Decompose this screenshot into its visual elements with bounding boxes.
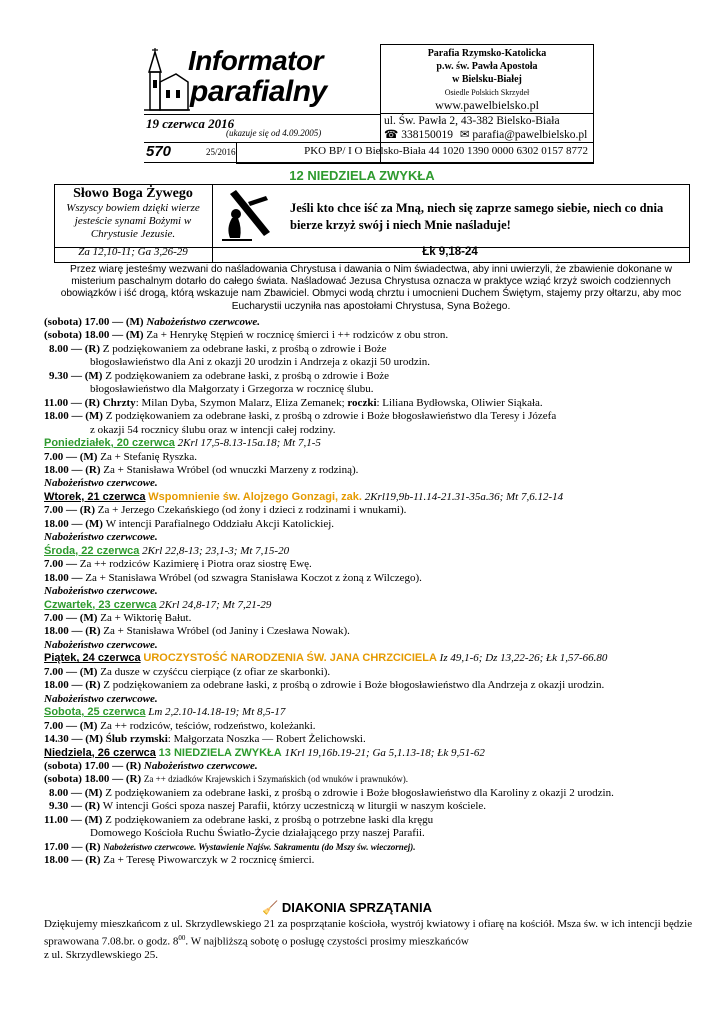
mass-intention: : Małgorzata Noszka — Robert Żelichowski. xyxy=(167,733,366,746)
cleaning-text xyxy=(44,918,698,962)
mass-time: 7.00 xyxy=(44,719,64,732)
schedule-entry xyxy=(44,410,704,423)
schedule-entry xyxy=(44,504,704,517)
day-name: Środa, 22 czerwca xyxy=(44,544,140,557)
schedule-entry xyxy=(44,531,704,544)
intro-text: Przez wiarę jesteśmy wezwani do naśladowania Chrystusa i dawania o Nim świadectwa, aby inni uwierzyli, że zbawienie dokonane w misterium paschalnym dotarło do całego świata. Naśladować Jezusa Chrystusa oznacza w praktyce wziąć krzyż swoich codziennych obowiązków i iść drogą, którą wskazuje nam Zbawiciel. Obmyci wodą chrztu i umocnieni Duchem Świętym, stajemy przy ołtarzu, aby moc Eucharystii uczyniła nas apostołami Chrystusa, Syna Bożego. xyxy=(60,264,682,312)
bulletin-title-line1: Informator xyxy=(188,45,323,76)
schedule-entry xyxy=(44,518,704,531)
cleaning-title: DIAKONIA SPRZĄTANIA xyxy=(281,900,433,915)
schedule-entry xyxy=(44,760,704,773)
devotion-note: Nabożeństwo czerwcowe. xyxy=(44,531,158,544)
day-name: Czwartek, 23 czerwca xyxy=(44,598,157,611)
day-name: Sobota, 25 czerwca xyxy=(44,706,146,719)
schedule-entry xyxy=(44,585,704,598)
mass-time: 9.30 xyxy=(49,369,69,382)
parish-name: Parafia Rzymsko-Katolicka xyxy=(427,48,547,59)
contact-info xyxy=(368,114,592,142)
issue-number: 570 xyxy=(146,143,172,160)
cleaning-heading xyxy=(262,900,432,916)
word-title: Słowo Boga Żywego xyxy=(73,186,193,201)
word-header xyxy=(54,184,213,246)
mass-time: (sobota) 17.00 xyxy=(44,759,110,772)
priest-mark: — (R) xyxy=(109,773,144,786)
cleaning-text-2: . W najbliższą sobotę o posługę czystości prosimy mieszkańców xyxy=(185,935,469,948)
phone-icon: ☎ xyxy=(384,129,399,141)
schedule-entry xyxy=(44,800,704,813)
schedule-entry xyxy=(44,666,704,679)
mass-time: 18.00 xyxy=(44,679,69,692)
mass-intention: Za + Jerzego Czekańskiego (od żony i dzieci z rodzinami i wnukami). xyxy=(97,504,407,517)
priest-mark: — (M) xyxy=(68,813,106,826)
parish-district: Osiedle Polskich Skrzydeł xyxy=(444,88,530,97)
mass-time: 17.00 xyxy=(44,840,69,853)
devotion-note: Nabożeństwo czerwcowe. xyxy=(44,692,158,705)
mass-time: 7.00 xyxy=(44,450,64,463)
priest-mark: — xyxy=(68,571,86,584)
schedule-entry xyxy=(44,773,704,786)
mass-intention: Za + Stanisława Wróbel (od szwagra Stanisława Koczot z żoną z Wilczego). xyxy=(85,571,422,584)
day-name: Niedziela, 26 czerwca xyxy=(44,746,156,759)
mass-intention: Za + Wiktorię Bałut. xyxy=(100,611,192,624)
parish-city: w Bielsku-Białej xyxy=(452,74,522,85)
word-subtitle: Wszyscy bowiem dzięki wierze jesteście synami Bożymi w Chrystusie Jezusie. xyxy=(66,202,200,240)
devotion-note: Nabożeństwo czerwcowe. xyxy=(44,477,158,490)
priest-mark: — (M) xyxy=(63,665,101,678)
schedule-entry xyxy=(44,343,704,356)
mass-time: 9.30 xyxy=(49,800,69,813)
day-readings: 2Krl19,9b-11.14-21.31-35a.36; Mt 7,6.12-14 xyxy=(364,490,564,503)
mass-intention: Za + Henrykę Stępień w rocznicę śmierci i ++ rodziców z obu stron. xyxy=(146,329,449,342)
cleaning-text-1: Dziękujemy mieszkańcom z ul. Skrzydlewskiego 21 za posprzątanie kościoła, wystrój kwiatowy i ofiarę na kościół. Msza św. w ich intencji będzie sprawowana 7.08.br. o godz. 8 xyxy=(44,918,693,948)
schedule-entry xyxy=(44,464,704,477)
mass-intention: Z podziękowaniem za odebrane łaski, z prośbą o potrzebne łaski dla kręgu xyxy=(105,813,434,826)
schedule-entry xyxy=(44,625,704,638)
day-heading xyxy=(44,747,704,760)
mass-time: 8.00 xyxy=(49,342,69,355)
cleaning-sup: 00 xyxy=(178,933,186,942)
schedule-entry xyxy=(44,720,704,733)
priest-mark: — (M) xyxy=(109,329,147,342)
bulletin-title-line2: parafialny xyxy=(190,75,327,108)
schedule-entry xyxy=(44,814,704,827)
mass-time: 18.00 xyxy=(44,517,69,530)
priest-mark: — (R) xyxy=(68,679,104,692)
day-readings: 2Krl 24,8-17; Mt 7,21-29 xyxy=(159,598,272,611)
mass-intention: : Liliana Bydłowska, Oliwier Siąkała. xyxy=(376,396,543,409)
schedule-entry xyxy=(44,693,704,706)
schedule-entry xyxy=(44,639,704,652)
schedule-entry xyxy=(44,383,704,396)
gospel-reference: Łk 9,18-24 xyxy=(422,246,478,258)
priest-mark: — (R) xyxy=(68,800,103,813)
mass-intention: Z podziękowaniem za odebrane łaski, z prośbą o zdrowie i Boże xyxy=(105,369,389,382)
cross-bearer-icon xyxy=(222,188,274,242)
mass-time: (sobota) 18.00 xyxy=(44,329,110,342)
priest-mark: — (R) xyxy=(68,854,104,867)
day-name: Piątek, 24 czerwca xyxy=(44,652,141,665)
entry-continuation: z okazji 54 rocznicy ślubu oraz w intencji całej rodziny. xyxy=(90,423,336,436)
mass-intention: W intencji Gości spoza naszej Parafii, którzy uczestniczą w liturgii w naszym kościele. xyxy=(102,800,487,813)
church-logo-icon xyxy=(144,48,190,112)
priest-mark: — (R) xyxy=(68,463,104,476)
feast-name: Wspomnienie św. Alojzego Gonzagi, zak. xyxy=(148,490,362,503)
mass-intention: Za + Stanisława Wróbel (od wnuczki Marzeny z rodziną). xyxy=(103,463,359,476)
issue-date: 19 czerwca 2016 xyxy=(146,116,235,131)
schedule-entry xyxy=(44,841,704,854)
schedule-entry xyxy=(44,329,704,342)
mass-intention: W intencji Parafialnego Oddziału Akcji Katolickiej. xyxy=(105,517,335,530)
priest-mark: — (M) xyxy=(63,611,101,624)
devotion-note: Nabożeństwo czerwcowe. xyxy=(44,638,158,651)
entry-continuation: Domowego Kościoła Ruchu Światło-Życie działającego przy naszej Parafii. xyxy=(90,827,425,840)
feast-name: 13 NIEDZIELA ZWYKŁA xyxy=(158,746,282,759)
mass-time: 7.00 xyxy=(44,558,64,571)
devotion-note: Nabożeństwo czerwcowe. xyxy=(44,585,158,598)
schedule-entry xyxy=(44,733,704,746)
schedule-entry xyxy=(44,679,704,692)
schedule-entry xyxy=(44,397,704,410)
day-name: Wtorek, 21 czerwca xyxy=(44,490,146,503)
day-heading xyxy=(44,706,704,719)
entry-label: Chrzty xyxy=(102,396,136,409)
mass-time: 18.00 xyxy=(44,463,69,476)
bank-account: PKO BP/ I O Bielsko-Biała 44 1020 1390 0000 6302 0157 8772 xyxy=(304,145,588,157)
mass-time: 11.00 xyxy=(44,396,69,409)
email-link[interactable]: parafia@pawelbielsko.pl xyxy=(472,129,588,141)
day-readings: 2Krl 17,5-8.13-15a.18; Mt 7,1-5 xyxy=(177,437,321,450)
parish-info-box xyxy=(380,44,594,114)
schedule-entry xyxy=(44,451,704,464)
mass-intention: : Milan Dyba, Szymon Malarz, Eliza Zemanek; xyxy=(135,396,348,409)
mass-intention: Za ++ rodziców Kazimierę i Piotra oraz siostrę Ewę. xyxy=(79,558,312,571)
address: ul. Św. Pawła 2, 43-382 Bielsko-Biała xyxy=(384,115,560,127)
mass-intention: Nabożeństwo czerwcowe. xyxy=(146,316,261,328)
priest-mark: — (M) xyxy=(68,517,106,530)
day-readings: 2Krl 22,8-13; 23,1-3; Mt 7,15-20 xyxy=(142,544,290,557)
priest-mark: — (R) xyxy=(68,396,103,409)
issue-code: 25/2016 xyxy=(206,147,236,157)
priest-mark: — (M) xyxy=(68,786,106,799)
schedule-entry xyxy=(44,356,704,369)
mass-intention: Za ++ dziadków Krajewskich i Szymańskich (od wnuków i prawnuków). xyxy=(143,774,409,785)
schedule-entry xyxy=(44,612,704,625)
mass-time: 18.00 xyxy=(44,854,69,867)
mass-intention: Za + Stanisława Wróbel (od Janiny i Czesława Nowak). xyxy=(103,625,350,638)
schedule-entry xyxy=(44,827,704,840)
priest-mark: — (R) xyxy=(109,759,144,772)
since-note: (ukazuje się od 4.09.2005) xyxy=(226,128,322,138)
day-heading xyxy=(44,437,704,450)
schedule-entry xyxy=(44,558,704,571)
mass-time: 7.00 xyxy=(44,611,64,624)
day-readings: Iz 49,1-6; Dz 13,22-26; Łk 1,57-66.80 xyxy=(439,652,608,665)
mass-intention: Z podziękowaniem za odebrane łaski, z prośbą o zdrowie i Boże błogosławieństwo dla Teresy i Józefa xyxy=(105,410,557,423)
priest-mark: — (M) xyxy=(68,369,106,382)
mass-schedule xyxy=(44,316,704,868)
mass-intention: Za + Stefanię Ryszka. xyxy=(100,450,198,463)
mass-time: (sobota) 18.00 xyxy=(44,773,110,786)
entry-continuation: błogosławieństwo dla Ani z okazji 20 urodzin i Andrzeja z okazji 50 urodzin. xyxy=(90,356,431,369)
website-link[interactable]: www.pawelbielsko.pl xyxy=(435,98,539,112)
gospel-quote: Jeśli kto chce iść za Mną, niech się zaprze samego siebie, niech co dnia bierze krzyż swój i niech Mnie naśladuje! xyxy=(290,201,664,232)
cleaning-text-3: z ul. Skrzydlewskiego 25. xyxy=(44,948,158,961)
priest-mark: — (R) xyxy=(68,625,104,638)
priest-mark: — (M) xyxy=(68,733,106,746)
mass-time: 7.00 xyxy=(44,504,64,517)
schedule-entry xyxy=(44,477,704,490)
mass-intention: Z podziękowaniem za odebrane łaski, z prośbą o zdrowie i Boże błogosławieństwo dla Karoliny z okazji 2 urodzin. xyxy=(105,786,614,799)
schedule-entry xyxy=(44,572,704,585)
priest-mark: — (R) xyxy=(63,504,98,517)
priest-mark: — (M) xyxy=(68,410,106,423)
day-heading xyxy=(44,545,704,558)
broom-icon: 🧹 xyxy=(262,900,279,915)
mass-time: 18.00 xyxy=(44,571,69,584)
priest-mark: — (R) xyxy=(68,840,104,853)
mass-time: 11.00 xyxy=(44,813,69,826)
entry-label: roczki xyxy=(347,396,377,409)
entry-continuation: błogosławieństwo dla Małgorzaty i Grzegorza w rocznicę ślubu. xyxy=(90,383,374,396)
schedule-entry xyxy=(44,787,704,800)
divider xyxy=(144,114,380,115)
priest-mark: — (M) xyxy=(63,719,101,732)
day-heading xyxy=(44,491,704,504)
feast-name: UROCZYSTOŚĆ NARODZENIA ŚW. JANA CHRZCICIELA xyxy=(143,652,437,665)
priest-mark: — (R) xyxy=(68,342,103,355)
mass-time: 8.00 xyxy=(49,786,69,799)
mass-intention: Nabożeństwo czerwcowe. xyxy=(143,759,258,772)
schedule-entry xyxy=(44,370,704,383)
day-readings: 1Krl 19,16b.19-21; Ga 5,1.13-18; Łk 9,51-62 xyxy=(284,746,485,759)
schedule-entry xyxy=(44,316,704,329)
mass-time: 14.30 xyxy=(44,733,69,746)
day-readings: Lm 2,2.10-14.18-19; Mt 8,5-17 xyxy=(148,706,286,719)
priest-mark: — (M) xyxy=(109,316,147,328)
schedule-entry xyxy=(44,854,704,867)
day-heading xyxy=(44,652,704,665)
priest-mark: — (M) xyxy=(63,450,101,463)
day-heading xyxy=(44,599,704,612)
mass-intention: Nabożeństwo czerwcowe. Wystawienie Najśw. Sakramentu (do Mszy św. wieczornej). xyxy=(103,841,416,852)
mass-intention: Za dusze w czyśćcu cierpiące (z ofiar ze skarbonki). xyxy=(100,665,331,678)
mass-time: 18.00 xyxy=(44,410,69,423)
parish-patron: p.w. św. Pawła Apostoła xyxy=(436,61,538,72)
mass-time: (sobota) 17.00 xyxy=(44,316,110,328)
mass-time: 7.00 xyxy=(44,665,64,678)
mass-intention: Z podziękowaniem za odebrane łaski, z prośbą o zdrowie i Boże błogosławieństwo dla Andrzeja z okazji urodzin. xyxy=(103,679,605,692)
phone-number: 338150019 xyxy=(401,129,453,141)
envelope-icon: ✉ xyxy=(459,129,470,141)
entry-label: Ślub rzymski xyxy=(105,733,168,746)
sunday-title: 12 NIEDZIELA ZWYKŁA xyxy=(289,168,435,183)
mass-intention: Z podziękowaniem za odebrane łaski, z prośbą o zdrowie i Boże xyxy=(102,342,387,355)
mass-intention: Za ++ rodziców, teściów, rodzeństwo, koleżanki. xyxy=(100,719,316,732)
readings: Za 12,10-11; Ga 3,26-29 xyxy=(54,246,213,262)
day-name: Poniedziałek, 20 czerwca xyxy=(44,437,175,450)
mass-time: 18.00 xyxy=(44,625,69,638)
priest-mark: — xyxy=(63,558,80,571)
mass-intention: Za + Teresę Piwowarczyk w 2 rocznicę śmierci. xyxy=(103,854,315,867)
schedule-entry xyxy=(44,424,704,437)
